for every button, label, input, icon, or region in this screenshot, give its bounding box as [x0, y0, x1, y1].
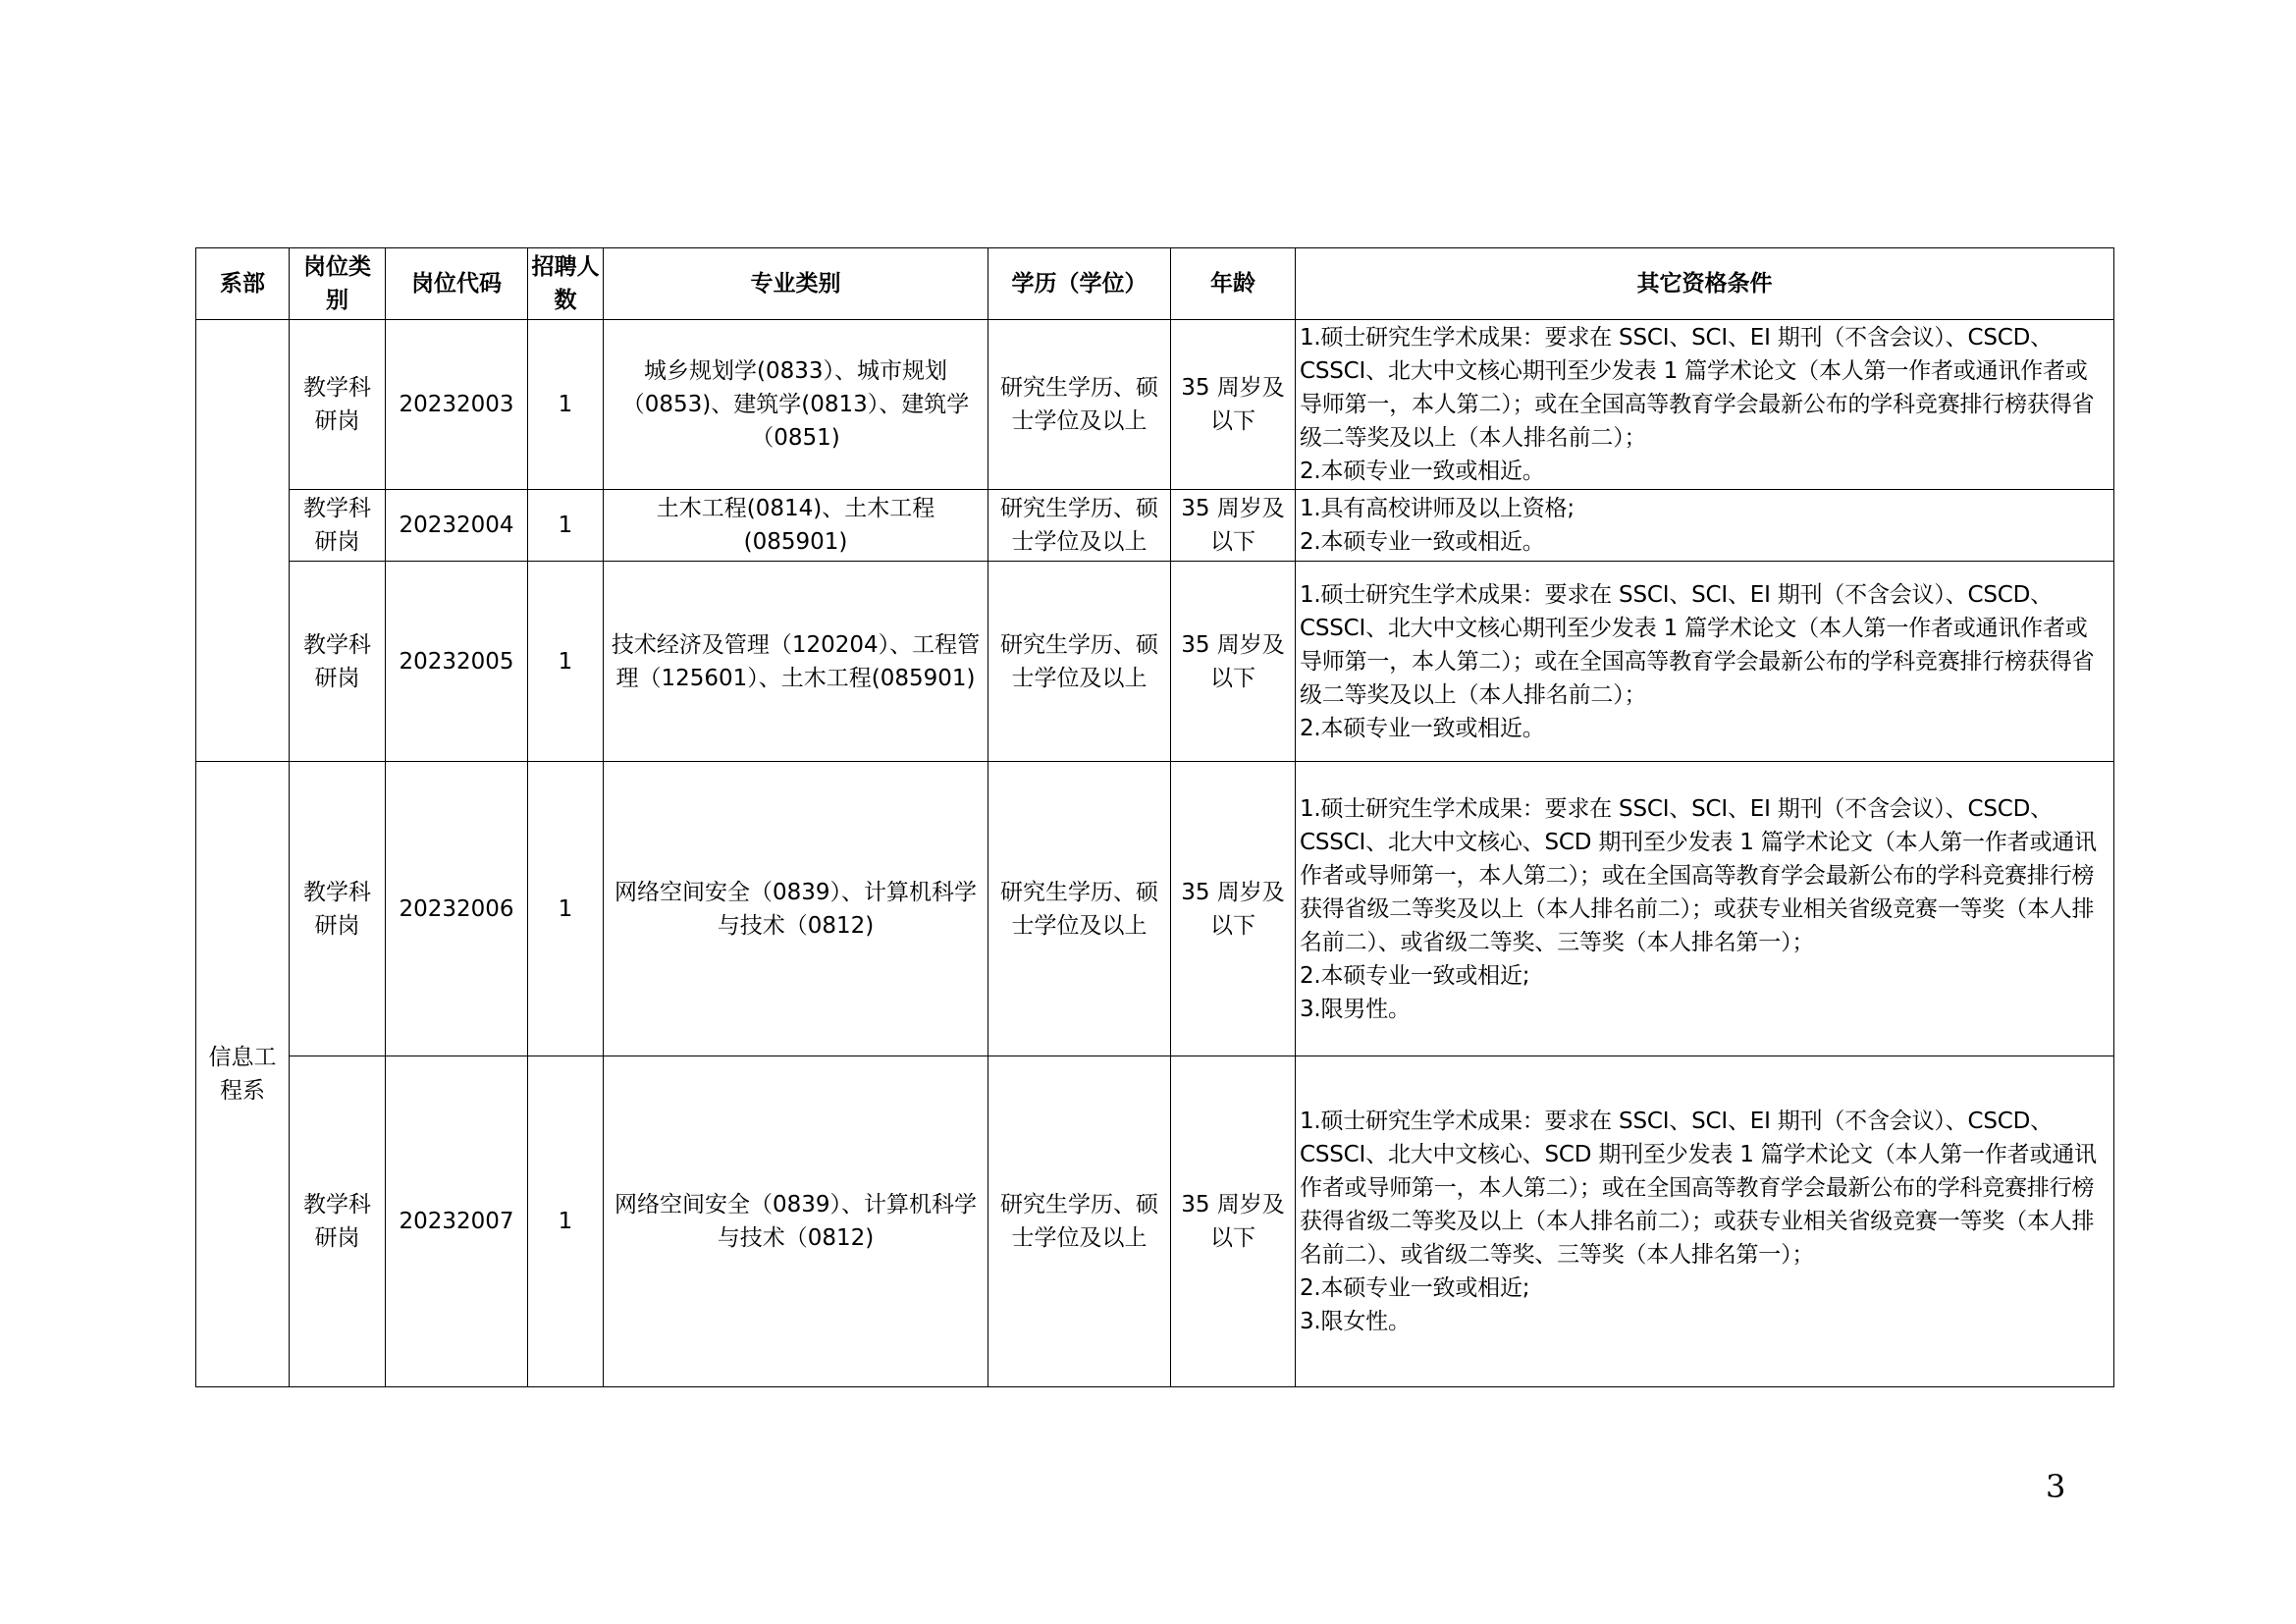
major-cell: 技术经济及管理（120204）、工程管理（125601）、土木工程(085901) [604, 562, 988, 762]
post-type-cell: 教学科研岗 [290, 762, 386, 1056]
post-type-cell: 教学科研岗 [290, 320, 386, 490]
post-code-cell: 20232006 [386, 762, 528, 1056]
requirement-line: 1.硕士研究生学术成果：要求在 SSCI、SCI、EI 期刊（不含会议）、CSCD、CSSCI、北大中文核心期刊至少发表 1 篇学术论文（本人第一作者或通讯作者或导师第一，本人第二）；或在全国高等教育学会最新公布的学科竞赛排行榜获得省级二等奖及以上（本人排名前二）； [1300, 581, 2095, 708]
age-cell: 35 周岁及以下 [1171, 490, 1296, 562]
major-cell: 土木工程(0814)、土木工程(085901) [604, 490, 988, 562]
header-recruit-count: 招聘人数 [528, 248, 604, 320]
post-code-cell: 20232003 [386, 320, 528, 490]
recruit-count-cell: 1 [528, 1056, 604, 1387]
requirement-line: 1.硕士研究生学术成果：要求在 SSCI、SCI、EI 期刊（不含会议）、CSCD、CSSCI、北大中文核心期刊至少发表 1 篇学术论文（本人第一作者或通讯作者或导师第一，本人第二）；或在全国高等教育学会最新公布的学科竞赛排行榜获得省级二等奖及以上（本人排名前二）； [1300, 325, 2095, 451]
requirements-cell [1296, 320, 2114, 490]
major-cell: 网络空间安全（0839）、计算机科学与技术（0812) [604, 762, 988, 1056]
post-type-cell: 教学科研岗 [290, 490, 386, 562]
post-code-cell: 20232007 [386, 1056, 528, 1387]
education-cell: 研究生学历、硕士学位及以上 [988, 320, 1171, 490]
department-cell-blank [196, 320, 290, 762]
header-age: 年龄 [1171, 248, 1296, 320]
requirements-cell [1296, 490, 2114, 562]
post-type-cell: 教学科研岗 [290, 1056, 386, 1387]
requirement-line: 2.本硕专业一致或相近。 [1300, 529, 1545, 555]
education-cell: 研究生学历、硕士学位及以上 [988, 562, 1171, 762]
requirement-line: 1.硕士研究生学术成果：要求在 SSCI、SCI、EI 期刊（不含会议）、CSCD、CSSCI、北大中文核心、SCD 期刊至少发表 1 篇学术论文（本人第一作者或通讯作者或导师第一，本人第二）；或在全国高等教育学会最新公布的学科竞赛排行榜获得省级二等奖及以上（本人排名前二）；或获专业相关省级竞赛一等奖（本人排名前二）、或省级二等奖、三等奖（本人排名第一）； [1300, 1109, 2097, 1268]
requirement-line: 1.具有高校讲师及以上资格; [1300, 496, 1575, 521]
age-cell: 35 周岁及以下 [1171, 562, 1296, 762]
requirement-line: 1.硕士研究生学术成果：要求在 SSCI、SCI、EI 期刊（不含会议）、CSCD、CSSCI、北大中文核心、SCD 期刊至少发表 1 篇学术论文（本人第一作者或通讯作者或导师第一，本人第二）；或在全国高等教育学会最新公布的学科竞赛排行榜获得省级二等奖及以上（本人排名前二）；或获专业相关省级竞赛一等奖（本人排名前二）、或省级二等奖、三等奖（本人排名第一）； [1300, 795, 2097, 955]
age-cell: 35 周岁及以下 [1171, 762, 1296, 1056]
header-other-requirements: 其它资格条件 [1296, 248, 2114, 320]
table-row [196, 562, 2114, 762]
header-education: 学历（学位） [988, 248, 1171, 320]
major-cell: 城乡规划学(0833）、城市规划（0853)、建筑学(0813）、建筑学（0851) [604, 320, 988, 490]
post-code-cell: 20232005 [386, 562, 528, 762]
post-type-cell: 教学科研岗 [290, 562, 386, 762]
age-cell: 35 周岁及以下 [1171, 320, 1296, 490]
education-cell: 研究生学历、硕士学位及以上 [988, 762, 1171, 1056]
requirement-line: 2.本硕专业一致或相近。 [1300, 715, 1545, 741]
post-code-cell: 20232004 [386, 490, 528, 562]
recruit-count-cell: 1 [528, 490, 604, 562]
table-row [196, 762, 2114, 1056]
header-major: 专业类别 [604, 248, 988, 320]
requirement-line: 2.本硕专业一致或相近。 [1300, 459, 1545, 484]
age-cell: 35 周岁及以下 [1171, 1056, 1296, 1387]
requirements-cell [1296, 562, 2114, 762]
major-cell: 网络空间安全（0839）、计算机科学与技术（0812) [604, 1056, 988, 1387]
recruit-count-cell: 1 [528, 562, 604, 762]
recruit-count-cell: 1 [528, 320, 604, 490]
requirements-cell [1296, 1056, 2114, 1387]
requirement-line: 2.本硕专业一致或相近; [1300, 962, 1530, 989]
header-post-code: 岗位代码 [386, 248, 528, 320]
header-post-type: 岗位类别 [290, 248, 386, 320]
header-row [196, 248, 2114, 320]
requirement-line: 2.本硕专业一致或相近; [1300, 1275, 1530, 1301]
recruit-count-cell: 1 [528, 762, 604, 1056]
requirement-line: 3.限男性。 [1300, 996, 1411, 1022]
table-row [196, 490, 2114, 562]
page-number: 3 [2046, 1468, 2066, 1505]
requirements-cell [1296, 762, 2114, 1056]
table-row [196, 320, 2114, 490]
requirement-line: 3.限女性。 [1300, 1309, 1411, 1334]
table-row [196, 1056, 2114, 1387]
department-cell: 信息工程系 [196, 762, 290, 1387]
header-department: 系部 [196, 248, 290, 320]
education-cell: 研究生学历、硕士学位及以上 [988, 1056, 1171, 1387]
education-cell: 研究生学历、硕士学位及以上 [988, 490, 1171, 562]
recruitment-table [195, 247, 2114, 1387]
